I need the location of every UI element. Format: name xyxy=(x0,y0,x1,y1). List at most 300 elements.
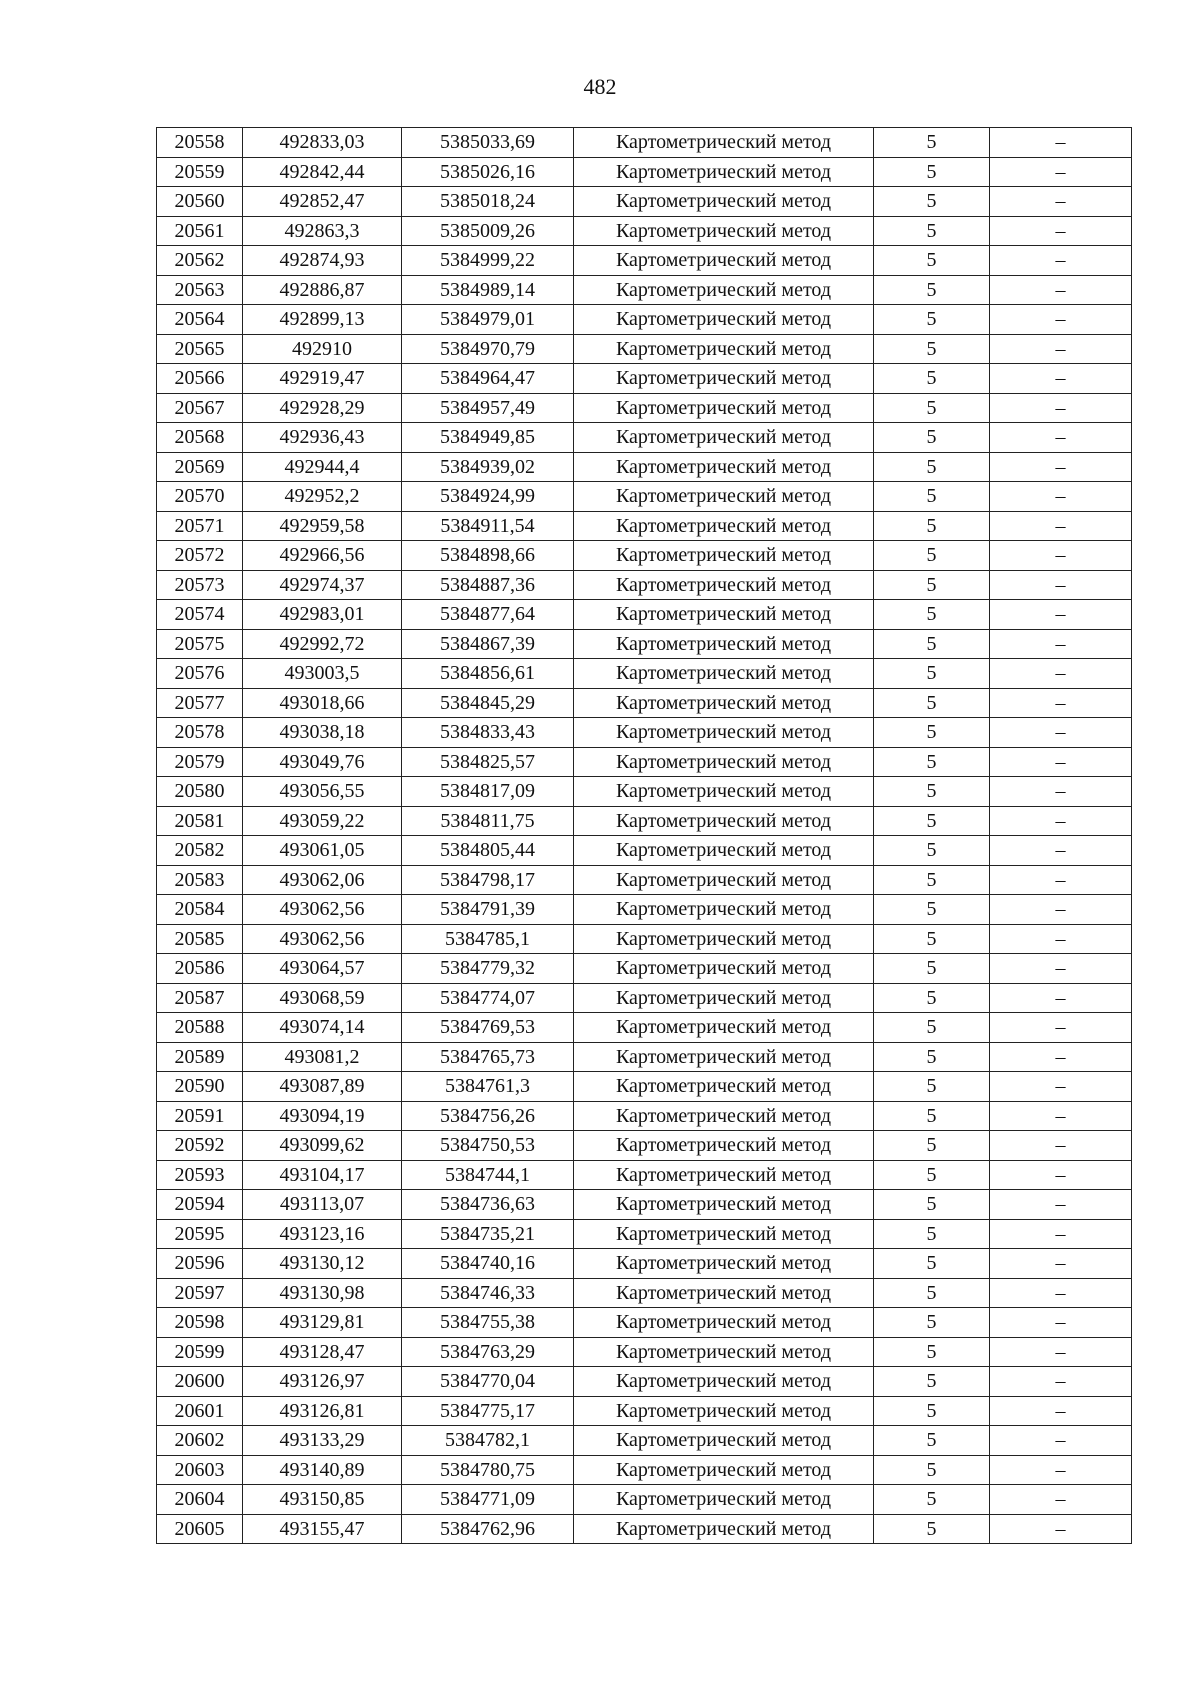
method-cell: Картометрический метод xyxy=(574,954,874,984)
accuracy-cell: 5 xyxy=(874,1396,990,1426)
description-cell: – xyxy=(990,1337,1132,1367)
point-number-cell: 20574 xyxy=(157,600,243,630)
description-cell: – xyxy=(990,629,1132,659)
x-coordinate-cell: 493087,89 xyxy=(243,1072,402,1102)
accuracy-cell: 5 xyxy=(874,1160,990,1190)
description-cell: – xyxy=(990,541,1132,571)
x-coordinate-cell: 492852,47 xyxy=(243,187,402,217)
y-coordinate-cell: 5384779,32 xyxy=(402,954,574,984)
x-coordinate-cell: 493099,62 xyxy=(243,1131,402,1161)
table-row xyxy=(157,954,1132,984)
table-row xyxy=(157,1042,1132,1072)
point-number-cell: 20586 xyxy=(157,954,243,984)
y-coordinate-cell: 5384911,54 xyxy=(402,511,574,541)
y-coordinate-cell: 5385009,26 xyxy=(402,216,574,246)
accuracy-cell: 5 xyxy=(874,1190,990,1220)
description-cell: – xyxy=(990,275,1132,305)
point-number-cell: 20592 xyxy=(157,1131,243,1161)
table-row xyxy=(157,482,1132,512)
y-coordinate-cell: 5384898,66 xyxy=(402,541,574,571)
y-coordinate-cell: 5384791,39 xyxy=(402,895,574,925)
description-cell: – xyxy=(990,1396,1132,1426)
x-coordinate-cell: 492910 xyxy=(243,334,402,364)
x-coordinate-cell: 493081,2 xyxy=(243,1042,402,1072)
y-coordinate-cell: 5384999,22 xyxy=(402,246,574,276)
accuracy-cell: 5 xyxy=(874,1013,990,1043)
description-cell: – xyxy=(990,1160,1132,1190)
description-cell: – xyxy=(990,393,1132,423)
table-row xyxy=(157,1249,1132,1279)
method-cell: Картометрический метод xyxy=(574,1013,874,1043)
y-coordinate-cell: 5385033,69 xyxy=(402,128,574,158)
x-coordinate-cell: 493061,05 xyxy=(243,836,402,866)
x-coordinate-cell: 492944,4 xyxy=(243,452,402,482)
description-cell: – xyxy=(990,865,1132,895)
point-number-cell: 20597 xyxy=(157,1278,243,1308)
x-coordinate-cell: 493113,07 xyxy=(243,1190,402,1220)
description-cell: – xyxy=(990,1219,1132,1249)
x-coordinate-cell: 493130,12 xyxy=(243,1249,402,1279)
point-number-cell: 20577 xyxy=(157,688,243,718)
accuracy-cell: 5 xyxy=(874,777,990,807)
table-row xyxy=(157,1190,1132,1220)
table-row xyxy=(157,393,1132,423)
table-row xyxy=(157,423,1132,453)
x-coordinate-cell: 493062,56 xyxy=(243,924,402,954)
method-cell: Картометрический метод xyxy=(574,747,874,777)
y-coordinate-cell: 5385018,24 xyxy=(402,187,574,217)
point-number-cell: 20591 xyxy=(157,1101,243,1131)
description-cell: – xyxy=(990,777,1132,807)
method-cell: Картометрический метод xyxy=(574,777,874,807)
method-cell: Картометрический метод xyxy=(574,128,874,158)
accuracy-cell: 5 xyxy=(874,570,990,600)
point-number-cell: 20559 xyxy=(157,157,243,187)
point-number-cell: 20573 xyxy=(157,570,243,600)
point-number-cell: 20598 xyxy=(157,1308,243,1338)
accuracy-cell: 5 xyxy=(874,334,990,364)
accuracy-cell: 5 xyxy=(874,1426,990,1456)
table-row xyxy=(157,924,1132,954)
point-number-cell: 20565 xyxy=(157,334,243,364)
y-coordinate-cell: 5384970,79 xyxy=(402,334,574,364)
accuracy-cell: 5 xyxy=(874,1249,990,1279)
method-cell: Картометрический метод xyxy=(574,1160,874,1190)
accuracy-cell: 5 xyxy=(874,806,990,836)
point-number-cell: 20604 xyxy=(157,1485,243,1515)
accuracy-cell: 5 xyxy=(874,924,990,954)
method-cell: Картометрический метод xyxy=(574,1367,874,1397)
point-number-cell: 20563 xyxy=(157,275,243,305)
point-number-cell: 20575 xyxy=(157,629,243,659)
y-coordinate-cell: 5384774,07 xyxy=(402,983,574,1013)
description-cell: – xyxy=(990,718,1132,748)
method-cell: Картометрический метод xyxy=(574,1219,874,1249)
point-number-cell: 20567 xyxy=(157,393,243,423)
x-coordinate-cell: 493155,47 xyxy=(243,1514,402,1544)
table-row xyxy=(157,452,1132,482)
description-cell: – xyxy=(990,954,1132,984)
y-coordinate-cell: 5384744,1 xyxy=(402,1160,574,1190)
method-cell: Картометрический метод xyxy=(574,452,874,482)
y-coordinate-cell: 5384957,49 xyxy=(402,393,574,423)
accuracy-cell: 5 xyxy=(874,1072,990,1102)
y-coordinate-cell: 5384765,73 xyxy=(402,1042,574,1072)
page-number: 482 xyxy=(583,74,617,99)
x-coordinate-cell: 493128,47 xyxy=(243,1337,402,1367)
y-coordinate-cell: 5384867,39 xyxy=(402,629,574,659)
table-row xyxy=(157,836,1132,866)
table-row xyxy=(157,600,1132,630)
point-number-cell: 20581 xyxy=(157,806,243,836)
y-coordinate-cell: 5384769,53 xyxy=(402,1013,574,1043)
x-coordinate-cell: 493064,57 xyxy=(243,954,402,984)
table-row xyxy=(157,364,1132,394)
y-coordinate-cell: 5384805,44 xyxy=(402,836,574,866)
method-cell: Картометрический метод xyxy=(574,688,874,718)
accuracy-cell: 5 xyxy=(874,452,990,482)
x-coordinate-cell: 493140,89 xyxy=(243,1455,402,1485)
description-cell: – xyxy=(990,600,1132,630)
method-cell: Картометрический метод xyxy=(574,600,874,630)
table-row xyxy=(157,629,1132,659)
x-coordinate-cell: 493038,18 xyxy=(243,718,402,748)
table-row xyxy=(157,1426,1132,1456)
y-coordinate-cell: 5384939,02 xyxy=(402,452,574,482)
y-coordinate-cell: 5384746,33 xyxy=(402,1278,574,1308)
x-coordinate-cell: 493150,85 xyxy=(243,1485,402,1515)
table-row xyxy=(157,511,1132,541)
y-coordinate-cell: 5384811,75 xyxy=(402,806,574,836)
method-cell: Картометрический метод xyxy=(574,659,874,689)
accuracy-cell: 5 xyxy=(874,747,990,777)
method-cell: Картометрический метод xyxy=(574,1249,874,1279)
x-coordinate-cell: 493062,06 xyxy=(243,865,402,895)
y-coordinate-cell: 5384763,29 xyxy=(402,1337,574,1367)
x-coordinate-cell: 492842,44 xyxy=(243,157,402,187)
description-cell: – xyxy=(990,305,1132,335)
y-coordinate-cell: 5384845,29 xyxy=(402,688,574,718)
point-number-cell: 20572 xyxy=(157,541,243,571)
x-coordinate-cell: 493062,56 xyxy=(243,895,402,925)
x-coordinate-cell: 492936,43 xyxy=(243,423,402,453)
description-cell: – xyxy=(990,836,1132,866)
accuracy-cell: 5 xyxy=(874,1131,990,1161)
accuracy-cell: 5 xyxy=(874,187,990,217)
description-cell: – xyxy=(990,1426,1132,1456)
y-coordinate-cell: 5384887,36 xyxy=(402,570,574,600)
x-coordinate-cell: 493074,14 xyxy=(243,1013,402,1043)
y-coordinate-cell: 5384949,85 xyxy=(402,423,574,453)
y-coordinate-cell: 5384740,16 xyxy=(402,1249,574,1279)
method-cell: Картометрический метод xyxy=(574,187,874,217)
point-number-cell: 20558 xyxy=(157,128,243,158)
y-coordinate-cell: 5384780,75 xyxy=(402,1455,574,1485)
description-cell: – xyxy=(990,364,1132,394)
accuracy-cell: 5 xyxy=(874,157,990,187)
description-cell: – xyxy=(990,423,1132,453)
accuracy-cell: 5 xyxy=(874,688,990,718)
y-coordinate-cell: 5384964,47 xyxy=(402,364,574,394)
point-number-cell: 20590 xyxy=(157,1072,243,1102)
table-row xyxy=(157,1396,1132,1426)
method-cell: Картометрический метод xyxy=(574,157,874,187)
description-cell: – xyxy=(990,1072,1132,1102)
point-number-cell: 20562 xyxy=(157,246,243,276)
table-row xyxy=(157,334,1132,364)
y-coordinate-cell: 5384785,1 xyxy=(402,924,574,954)
table-row xyxy=(157,541,1132,571)
table-row xyxy=(157,1455,1132,1485)
table-row xyxy=(157,1485,1132,1515)
point-number-cell: 20578 xyxy=(157,718,243,748)
y-coordinate-cell: 5384979,01 xyxy=(402,305,574,335)
method-cell: Картометрический метод xyxy=(574,511,874,541)
point-number-cell: 20588 xyxy=(157,1013,243,1043)
description-cell: – xyxy=(990,1190,1132,1220)
y-coordinate-cell: 5384989,14 xyxy=(402,275,574,305)
point-number-cell: 20560 xyxy=(157,187,243,217)
description-cell: – xyxy=(990,1367,1132,1397)
description-cell: – xyxy=(990,570,1132,600)
table-row xyxy=(157,305,1132,335)
table-row xyxy=(157,1131,1132,1161)
accuracy-cell: 5 xyxy=(874,718,990,748)
method-cell: Картометрический метод xyxy=(574,570,874,600)
y-coordinate-cell: 5384756,26 xyxy=(402,1101,574,1131)
x-coordinate-cell: 493130,98 xyxy=(243,1278,402,1308)
x-coordinate-cell: 493126,97 xyxy=(243,1367,402,1397)
table-row xyxy=(157,865,1132,895)
y-coordinate-cell: 5384736,63 xyxy=(402,1190,574,1220)
method-cell: Картометрический метод xyxy=(574,1072,874,1102)
point-number-cell: 20600 xyxy=(157,1367,243,1397)
accuracy-cell: 5 xyxy=(874,629,990,659)
accuracy-cell: 5 xyxy=(874,482,990,512)
description-cell: – xyxy=(990,157,1132,187)
x-coordinate-cell: 492874,93 xyxy=(243,246,402,276)
point-number-cell: 20602 xyxy=(157,1426,243,1456)
point-number-cell: 20571 xyxy=(157,511,243,541)
accuracy-cell: 5 xyxy=(874,1042,990,1072)
accuracy-cell: 5 xyxy=(874,393,990,423)
method-cell: Картометрический метод xyxy=(574,983,874,1013)
table-row xyxy=(157,983,1132,1013)
point-number-cell: 20582 xyxy=(157,836,243,866)
y-coordinate-cell: 5384825,57 xyxy=(402,747,574,777)
accuracy-cell: 5 xyxy=(874,1219,990,1249)
description-cell: – xyxy=(990,1308,1132,1338)
x-coordinate-cell: 492983,01 xyxy=(243,600,402,630)
accuracy-cell: 5 xyxy=(874,1367,990,1397)
table-row xyxy=(157,216,1132,246)
method-cell: Картометрический метод xyxy=(574,364,874,394)
point-number-cell: 20594 xyxy=(157,1190,243,1220)
method-cell: Картометрический метод xyxy=(574,216,874,246)
x-coordinate-cell: 492959,58 xyxy=(243,511,402,541)
y-coordinate-cell: 5384755,38 xyxy=(402,1308,574,1338)
point-number-cell: 20601 xyxy=(157,1396,243,1426)
point-number-cell: 20584 xyxy=(157,895,243,925)
y-coordinate-cell: 5384856,61 xyxy=(402,659,574,689)
description-cell: – xyxy=(990,128,1132,158)
point-number-cell: 20595 xyxy=(157,1219,243,1249)
method-cell: Картометрический метод xyxy=(574,334,874,364)
description-cell: – xyxy=(990,1101,1132,1131)
accuracy-cell: 5 xyxy=(874,423,990,453)
table-row xyxy=(157,157,1132,187)
accuracy-cell: 5 xyxy=(874,1308,990,1338)
accuracy-cell: 5 xyxy=(874,541,990,571)
x-coordinate-cell: 492833,03 xyxy=(243,128,402,158)
description-cell: – xyxy=(990,482,1132,512)
method-cell: Картометрический метод xyxy=(574,482,874,512)
table-row xyxy=(157,1337,1132,1367)
accuracy-cell: 5 xyxy=(874,216,990,246)
method-cell: Картометрический метод xyxy=(574,836,874,866)
point-number-cell: 20605 xyxy=(157,1514,243,1544)
x-coordinate-cell: 492992,72 xyxy=(243,629,402,659)
table-row xyxy=(157,1160,1132,1190)
method-cell: Картометрический метод xyxy=(574,865,874,895)
method-cell: Картометрический метод xyxy=(574,305,874,335)
x-coordinate-cell: 492952,2 xyxy=(243,482,402,512)
method-cell: Картометрический метод xyxy=(574,541,874,571)
description-cell: – xyxy=(990,1278,1132,1308)
accuracy-cell: 5 xyxy=(874,1278,990,1308)
point-number-cell: 20569 xyxy=(157,452,243,482)
method-cell: Картометрический метод xyxy=(574,393,874,423)
method-cell: Картометрический метод xyxy=(574,1337,874,1367)
table-row xyxy=(157,1367,1132,1397)
method-cell: Картометрический метод xyxy=(574,1426,874,1456)
method-cell: Картометрический метод xyxy=(574,806,874,836)
point-number-cell: 20568 xyxy=(157,423,243,453)
x-coordinate-cell: 493094,19 xyxy=(243,1101,402,1131)
x-coordinate-cell: 492863,3 xyxy=(243,216,402,246)
accuracy-cell: 5 xyxy=(874,1514,990,1544)
x-coordinate-cell: 493059,22 xyxy=(243,806,402,836)
y-coordinate-cell: 5384762,96 xyxy=(402,1514,574,1544)
table-row xyxy=(157,128,1132,158)
table-row xyxy=(157,187,1132,217)
accuracy-cell: 5 xyxy=(874,659,990,689)
y-coordinate-cell: 5384761,3 xyxy=(402,1072,574,1102)
table-row xyxy=(157,688,1132,718)
accuracy-cell: 5 xyxy=(874,275,990,305)
method-cell: Картометрический метод xyxy=(574,246,874,276)
method-cell: Картометрический метод xyxy=(574,1308,874,1338)
table-row xyxy=(157,1013,1132,1043)
method-cell: Картометрический метод xyxy=(574,895,874,925)
description-cell: – xyxy=(990,246,1132,276)
point-number-cell: 20585 xyxy=(157,924,243,954)
description-cell: – xyxy=(990,216,1132,246)
description-cell: – xyxy=(990,1514,1132,1544)
accuracy-cell: 5 xyxy=(874,954,990,984)
point-number-cell: 20583 xyxy=(157,865,243,895)
x-coordinate-cell: 493104,17 xyxy=(243,1160,402,1190)
accuracy-cell: 5 xyxy=(874,836,990,866)
table-row xyxy=(157,1278,1132,1308)
y-coordinate-cell: 5384775,17 xyxy=(402,1396,574,1426)
point-number-cell: 20587 xyxy=(157,983,243,1013)
description-cell: – xyxy=(990,688,1132,718)
table-row xyxy=(157,1514,1132,1544)
x-coordinate-cell: 493049,76 xyxy=(243,747,402,777)
point-number-cell: 20593 xyxy=(157,1160,243,1190)
x-coordinate-cell: 492919,47 xyxy=(243,364,402,394)
description-cell: – xyxy=(990,1042,1132,1072)
y-coordinate-cell: 5384782,1 xyxy=(402,1426,574,1456)
accuracy-cell: 5 xyxy=(874,1485,990,1515)
x-coordinate-cell: 493018,66 xyxy=(243,688,402,718)
coordinates-table xyxy=(156,127,1132,1544)
table-row xyxy=(157,659,1132,689)
method-cell: Картометрический метод xyxy=(574,1455,874,1485)
point-number-cell: 20596 xyxy=(157,1249,243,1279)
accuracy-cell: 5 xyxy=(874,128,990,158)
method-cell: Картометрический метод xyxy=(574,1042,874,1072)
description-cell: – xyxy=(990,334,1132,364)
table-row xyxy=(157,1308,1132,1338)
method-cell: Картометрический метод xyxy=(574,423,874,453)
y-coordinate-cell: 5384750,53 xyxy=(402,1131,574,1161)
description-cell: – xyxy=(990,659,1132,689)
table-row xyxy=(157,777,1132,807)
description-cell: – xyxy=(990,1013,1132,1043)
accuracy-cell: 5 xyxy=(874,1455,990,1485)
point-number-cell: 20603 xyxy=(157,1455,243,1485)
point-number-cell: 20579 xyxy=(157,747,243,777)
x-coordinate-cell: 493126,81 xyxy=(243,1396,402,1426)
table-row xyxy=(157,1219,1132,1249)
x-coordinate-cell: 493068,59 xyxy=(243,983,402,1013)
table-row xyxy=(157,747,1132,777)
point-number-cell: 20564 xyxy=(157,305,243,335)
point-number-cell: 20580 xyxy=(157,777,243,807)
accuracy-cell: 5 xyxy=(874,895,990,925)
description-cell: – xyxy=(990,1249,1132,1279)
accuracy-cell: 5 xyxy=(874,865,990,895)
description-cell: – xyxy=(990,895,1132,925)
method-cell: Картометрический метод xyxy=(574,275,874,305)
description-cell: – xyxy=(990,747,1132,777)
method-cell: Картометрический метод xyxy=(574,1131,874,1161)
description-cell: – xyxy=(990,806,1132,836)
method-cell: Картометрический метод xyxy=(574,1514,874,1544)
table-row xyxy=(157,895,1132,925)
method-cell: Картометрический метод xyxy=(574,1190,874,1220)
x-coordinate-cell: 493056,55 xyxy=(243,777,402,807)
y-coordinate-cell: 5384771,09 xyxy=(402,1485,574,1515)
point-number-cell: 20576 xyxy=(157,659,243,689)
method-cell: Картометрический метод xyxy=(574,924,874,954)
point-number-cell: 20589 xyxy=(157,1042,243,1072)
method-cell: Картометрический метод xyxy=(574,718,874,748)
y-coordinate-cell: 5384770,04 xyxy=(402,1367,574,1397)
x-coordinate-cell: 493003,5 xyxy=(243,659,402,689)
x-coordinate-cell: 492966,56 xyxy=(243,541,402,571)
point-number-cell: 20566 xyxy=(157,364,243,394)
point-number-cell: 20561 xyxy=(157,216,243,246)
method-cell: Картометрический метод xyxy=(574,1278,874,1308)
description-cell: – xyxy=(990,187,1132,217)
table-row xyxy=(157,275,1132,305)
method-cell: Картометрический метод xyxy=(574,1396,874,1426)
accuracy-cell: 5 xyxy=(874,1337,990,1367)
accuracy-cell: 5 xyxy=(874,600,990,630)
